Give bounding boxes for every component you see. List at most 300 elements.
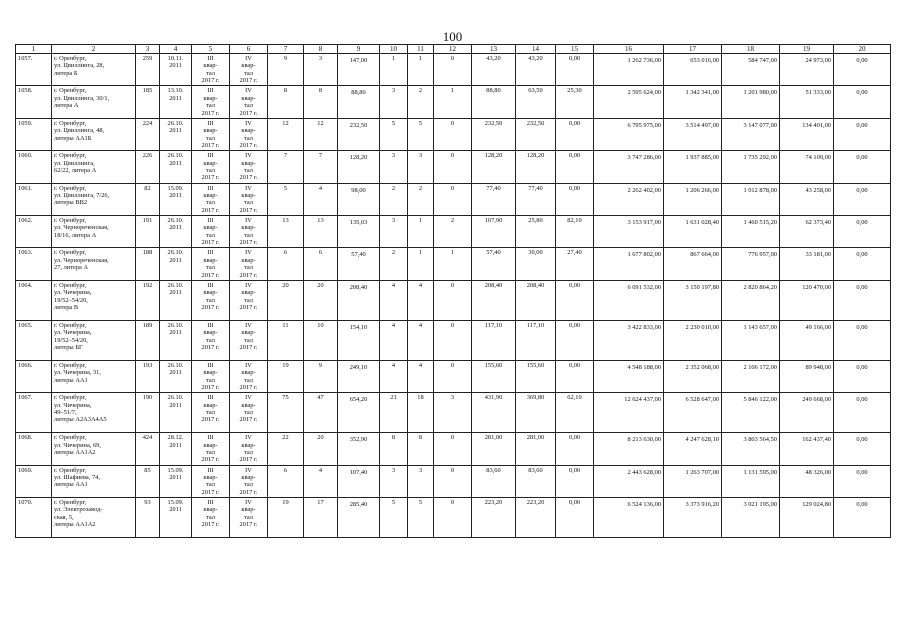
premises-private-cell: 5 [408, 118, 434, 150]
local-budget-cell: 249 668,00 [780, 393, 834, 433]
regional-budget-cell: 1 131 595,00 [722, 465, 780, 497]
row-number-cell: 1059. [16, 118, 52, 150]
table-row [16, 433, 891, 465]
area-municipal-cell: 0,00 [556, 465, 594, 497]
area-municipal-cell: 0,00 [556, 497, 594, 537]
area-municipal-cell: 27,40 [556, 248, 594, 280]
cost-total-cell: 2 262 402,00 [594, 183, 664, 215]
fund-reform-cell: 2 230 010,00 [664, 320, 722, 360]
area-private-cell: 369,80 [516, 393, 556, 433]
area-municipal-cell: 82,10 [556, 215, 594, 247]
date-cell: 26.10. 2011 [160, 248, 192, 280]
extra-funds-cell: 0,00 [834, 433, 891, 465]
table-row [16, 215, 891, 247]
row-number-cell: 1062. [16, 215, 52, 247]
area-total-cell: 232,50 [338, 118, 380, 150]
object-count-cell: 424 [136, 433, 160, 465]
premises-total-cell: 1 [380, 54, 408, 86]
start-period-cell: III квар- тал 2017 г. [192, 497, 230, 537]
row-number-cell: 1058. [16, 86, 52, 118]
regional-budget-cell: 1 012 878,00 [722, 183, 780, 215]
area-private-cell: 128,20 [516, 151, 556, 183]
start-period-cell: III квар- тал 2017 г. [192, 248, 230, 280]
premises-total-cell: 21 [380, 393, 408, 433]
residents-total-cell: 19 [268, 497, 304, 537]
object-count-cell: 82 [136, 183, 160, 215]
cost-total-cell: 3 153 917,00 [594, 215, 664, 247]
residents-relocated-cell: 4 [304, 465, 338, 497]
local-budget-cell: 74 109,00 [780, 151, 834, 183]
residents-relocated-cell: 47 [304, 393, 338, 433]
residents-relocated-cell: 8 [304, 86, 338, 118]
premises-total-cell: 5 [380, 118, 408, 150]
residents-relocated-cell: 3 [304, 54, 338, 86]
housing-program-table [15, 44, 891, 538]
premises-municipal-cell: 3 [434, 393, 472, 433]
regional-budget-cell: 1 143 657,00 [722, 320, 780, 360]
address-cell: г. Оренбург, ул. Чернореченская, 27, литера А [52, 248, 136, 280]
cost-total-cell: 12 624 437,00 [594, 393, 664, 433]
address-cell: г. Оренбург, ул. Чичерина, 49–51/7, литеры А2А3А4А5 [52, 393, 136, 433]
residents-relocated-cell: 12 [304, 118, 338, 150]
residents-total-cell: 5 [268, 183, 304, 215]
residents-total-cell: 6 [268, 465, 304, 497]
address-cell: г. Оренбург, ул. Шафиева, 74, литеры АА1 [52, 465, 136, 497]
area-relocated-cell: 431,90 [472, 393, 516, 433]
date-cell: 26.10. 2011 [160, 151, 192, 183]
cost-total-cell: 4 548 188,00 [594, 360, 664, 392]
premises-municipal-cell: 0 [434, 183, 472, 215]
local-budget-cell: 49 166,00 [780, 320, 834, 360]
premises-private-cell: 4 [408, 280, 434, 320]
regional-budget-cell: 1 735 292,00 [722, 151, 780, 183]
area-total-cell: 352,90 [338, 433, 380, 465]
premises-municipal-cell: 1 [434, 86, 472, 118]
address-cell: г. Оренбург, ул. Чичерина, 19/52–54/20, литеры БГ [52, 320, 136, 360]
extra-funds-cell: 0,00 [834, 54, 891, 86]
date-cell: 28.12. 2011 [160, 433, 192, 465]
start-period-cell: III квар- тал 2017 г. [192, 86, 230, 118]
fund-reform-cell: 4 247 628,10 [664, 433, 722, 465]
end-period-cell: IV квар- тал 2017 г. [230, 320, 268, 360]
premises-private-cell: 3 [408, 151, 434, 183]
premises-private-cell: 4 [408, 360, 434, 392]
start-period-cell: III квар- тал 2017 г. [192, 54, 230, 86]
date-cell: 26.10. 2011 [160, 280, 192, 320]
residents-total-cell: 75 [268, 393, 304, 433]
premises-private-cell: 2 [408, 183, 434, 215]
fund-reform-cell: 653 016,00 [664, 54, 722, 86]
residents-relocated-cell: 10 [304, 320, 338, 360]
object-count-cell: 188 [136, 248, 160, 280]
area-total-cell: 88,80 [338, 86, 380, 118]
date-cell: 26.10. 2011 [160, 215, 192, 247]
area-private-cell: 281,00 [516, 433, 556, 465]
residents-relocated-cell: 17 [304, 497, 338, 537]
column-number-13: 13 [472, 45, 516, 54]
end-period-cell: IV квар- тал 2017 г. [230, 215, 268, 247]
table-row [16, 497, 891, 537]
residents-total-cell: 7 [268, 151, 304, 183]
column-number-19: 19 [780, 45, 834, 54]
object-count-cell: 190 [136, 393, 160, 433]
table-row [16, 393, 891, 433]
regional-budget-cell: 2 106 172,00 [722, 360, 780, 392]
row-number-cell: 1061. [16, 183, 52, 215]
residents-relocated-cell: 6 [304, 248, 338, 280]
fund-reform-cell: 1 631 028,40 [664, 215, 722, 247]
area-private-cell: 30,00 [516, 248, 556, 280]
area-municipal-cell: 0,00 [556, 183, 594, 215]
cost-total-cell: 1 262 736,00 [594, 54, 664, 86]
regional-budget-cell: 1 201 980,00 [722, 86, 780, 118]
row-number-cell: 1070. [16, 497, 52, 537]
column-number-3: 3 [136, 45, 160, 54]
column-number-5: 5 [192, 45, 230, 54]
premises-municipal-cell: 0 [434, 360, 472, 392]
extra-funds-cell: 0,00 [834, 183, 891, 215]
table-row [16, 320, 891, 360]
fund-reform-cell: 3 373 916,20 [664, 497, 722, 537]
area-private-cell: 43,20 [516, 54, 556, 86]
extra-funds-cell: 0,00 [834, 320, 891, 360]
row-number-cell: 1057. [16, 54, 52, 86]
residents-total-cell: 11 [268, 320, 304, 360]
row-number-cell: 1063. [16, 248, 52, 280]
residents-relocated-cell: 13 [304, 215, 338, 247]
table-row [16, 248, 891, 280]
regional-budget-cell: 3 147 077,00 [722, 118, 780, 150]
area-municipal-cell: 0,00 [556, 118, 594, 150]
premises-total-cell: 8 [380, 433, 408, 465]
residents-relocated-cell: 4 [304, 183, 338, 215]
premises-private-cell: 18 [408, 393, 434, 433]
cost-total-cell: 2 595 624,00 [594, 86, 664, 118]
residents-relocated-cell: 20 [304, 433, 338, 465]
date-cell: 26.10. 2011 [160, 393, 192, 433]
address-cell: г. Оренбург, ул. Цвиллинга, 7/26, литеры ВВ2 [52, 183, 136, 215]
date-cell: 26.10. 2011 [160, 320, 192, 360]
area-relocated-cell: 107,90 [472, 215, 516, 247]
start-period-cell: III квар- тал 2017 г. [192, 360, 230, 392]
premises-municipal-cell: 2 [434, 215, 472, 247]
date-cell: 15.09. 2011 [160, 183, 192, 215]
date-cell: 15.09. 2011 [160, 465, 192, 497]
row-number-cell: 1064. [16, 280, 52, 320]
area-private-cell: 117,10 [516, 320, 556, 360]
table-row [16, 360, 891, 392]
column-number-16: 16 [594, 45, 664, 54]
premises-private-cell: 1 [408, 54, 434, 86]
local-budget-cell: 120 470,00 [780, 280, 834, 320]
object-count-cell: 85 [136, 465, 160, 497]
regional-budget-cell: 776 957,00 [722, 248, 780, 280]
column-number-1: 1 [16, 45, 52, 54]
table-row [16, 183, 891, 215]
address-cell: г. Оренбург, ул. Цвиллинга, 28, литера Б [52, 54, 136, 86]
table-body [16, 54, 891, 538]
area-private-cell: 77,40 [516, 183, 556, 215]
start-period-cell: III квар- тал 2017 г. [192, 118, 230, 150]
start-period-cell: III квар- тал 2017 г. [192, 393, 230, 433]
row-number-cell: 1067. [16, 393, 52, 433]
end-period-cell: IV квар- тал 2017 г. [230, 465, 268, 497]
area-municipal-cell: 0,00 [556, 360, 594, 392]
object-count-cell: 93 [136, 497, 160, 537]
extra-funds-cell: 0,00 [834, 360, 891, 392]
local-budget-cell: 162 437,40 [780, 433, 834, 465]
premises-private-cell: 4 [408, 320, 434, 360]
area-relocated-cell: 117,10 [472, 320, 516, 360]
premises-municipal-cell: 0 [434, 497, 472, 537]
cost-total-cell: 6 091 532,00 [594, 280, 664, 320]
end-period-cell: IV квар- тал 2017 г. [230, 280, 268, 320]
premises-municipal-cell: 0 [434, 465, 472, 497]
address-cell: г. Оренбург, ул. Цвиллинга, 62/22, литера А [52, 151, 136, 183]
object-count-cell: 189 [136, 320, 160, 360]
premises-total-cell: 4 [380, 360, 408, 392]
area-total-cell: 147,00 [338, 54, 380, 86]
area-municipal-cell: 25,30 [556, 86, 594, 118]
area-municipal-cell: 62,10 [556, 393, 594, 433]
area-total-cell: 154,10 [338, 320, 380, 360]
table-row [16, 151, 891, 183]
area-total-cell: 249,10 [338, 360, 380, 392]
address-cell: г. Оренбург, ул. Чичерина, 69, литеры АА1А2 [52, 433, 136, 465]
area-private-cell: 223,20 [516, 497, 556, 537]
area-relocated-cell: 77,40 [472, 183, 516, 215]
column-number-17: 17 [664, 45, 722, 54]
extra-funds-cell: 0,00 [834, 86, 891, 118]
premises-municipal-cell: 0 [434, 54, 472, 86]
residents-total-cell: 22 [268, 433, 304, 465]
extra-funds-cell: 0,00 [834, 497, 891, 537]
end-period-cell: IV квар- тал 2017 г. [230, 248, 268, 280]
extra-funds-cell: 0,00 [834, 280, 891, 320]
end-period-cell: IV квар- тал 2017 г. [230, 183, 268, 215]
column-number-2: 2 [52, 45, 136, 54]
area-total-cell: 57,40 [338, 248, 380, 280]
column-number-row [16, 45, 891, 54]
local-budget-cell: 33 181,00 [780, 248, 834, 280]
area-private-cell: 83,60 [516, 465, 556, 497]
object-count-cell: 191 [136, 215, 160, 247]
area-private-cell: 155,60 [516, 360, 556, 392]
local-budget-cell: 43 258,00 [780, 183, 834, 215]
residents-total-cell: 12 [268, 118, 304, 150]
date-cell: 15.09. 2011 [160, 497, 192, 537]
residents-relocated-cell: 7 [304, 151, 338, 183]
area-relocated-cell: 208,40 [472, 280, 516, 320]
row-number-cell: 1060. [16, 151, 52, 183]
cost-total-cell: 1 677 802,00 [594, 248, 664, 280]
area-municipal-cell: 0,00 [556, 54, 594, 86]
date-cell: 13.10. 2011 [160, 86, 192, 118]
cost-total-cell: 6 795 975,00 [594, 118, 664, 150]
residents-total-cell: 19 [268, 360, 304, 392]
regional-budget-cell: 584 747,00 [722, 54, 780, 86]
end-period-cell: IV квар- тал 2017 г. [230, 118, 268, 150]
premises-total-cell: 4 [380, 320, 408, 360]
row-number-cell: 1066. [16, 360, 52, 392]
date-cell: 26.10. 2011 [160, 118, 192, 150]
table-row [16, 465, 891, 497]
premises-total-cell: 3 [380, 215, 408, 247]
start-period-cell: III квар- тал 2017 г. [192, 433, 230, 465]
table-row [16, 118, 891, 150]
premises-total-cell: 3 [380, 151, 408, 183]
premises-total-cell: 3 [380, 86, 408, 118]
area-relocated-cell: 223,20 [472, 497, 516, 537]
object-count-cell: 193 [136, 360, 160, 392]
fund-reform-cell: 1 937 885,00 [664, 151, 722, 183]
residents-total-cell: 6 [268, 248, 304, 280]
area-private-cell: 232,50 [516, 118, 556, 150]
premises-total-cell: 4 [380, 280, 408, 320]
residents-relocated-cell: 20 [304, 280, 338, 320]
area-total-cell: 135,03 [338, 215, 380, 247]
premises-municipal-cell: 0 [434, 320, 472, 360]
end-period-cell: IV квар- тал 2017 г. [230, 86, 268, 118]
regional-budget-cell: 3 803 564,50 [722, 433, 780, 465]
premises-total-cell: 3 [380, 465, 408, 497]
area-private-cell: 63,50 [516, 86, 556, 118]
local-budget-cell: 24 973,00 [780, 54, 834, 86]
extra-funds-cell: 0,00 [834, 215, 891, 247]
cost-total-cell: 3 422 833,00 [594, 320, 664, 360]
premises-municipal-cell: 0 [434, 151, 472, 183]
premises-private-cell: 1 [408, 215, 434, 247]
area-municipal-cell: 0,00 [556, 433, 594, 465]
regional-budget-cell: 3 021 195,00 [722, 497, 780, 537]
table-row [16, 280, 891, 320]
extra-funds-cell: 0,00 [834, 465, 891, 497]
end-period-cell: IV квар- тал 2017 г. [230, 54, 268, 86]
area-municipal-cell: 0,00 [556, 320, 594, 360]
column-number-15: 15 [556, 45, 594, 54]
residents-total-cell: 13 [268, 215, 304, 247]
residents-total-cell: 8 [268, 86, 304, 118]
fund-reform-cell: 6 528 647,00 [664, 393, 722, 433]
column-number-8: 8 [304, 45, 338, 54]
end-period-cell: IV квар- тал 2017 г. [230, 360, 268, 392]
cost-total-cell: 3 747 286,00 [594, 151, 664, 183]
row-number-cell: 1065. [16, 320, 52, 360]
premises-municipal-cell: 0 [434, 433, 472, 465]
start-period-cell: III квар- тал 2017 г. [192, 465, 230, 497]
local-budget-cell: 51 333,00 [780, 86, 834, 118]
fund-reform-cell: 1 263 707,00 [664, 465, 722, 497]
premises-private-cell: 5 [408, 497, 434, 537]
premises-private-cell: 3 [408, 465, 434, 497]
object-count-cell: 192 [136, 280, 160, 320]
end-period-cell: IV квар- тал 2017 г. [230, 497, 268, 537]
address-cell: г. Оренбург, ул. Чичерина, 31, литеры АА1 [52, 360, 136, 392]
premises-municipal-cell: 1 [434, 248, 472, 280]
end-period-cell: IV квар- тал 2017 г. [230, 151, 268, 183]
table-row [16, 54, 891, 86]
area-relocated-cell: 232,50 [472, 118, 516, 150]
address-cell: г. Оренбург, ул. Цвиллинга, 30/1, литера А [52, 86, 136, 118]
column-number-20: 20 [834, 45, 891, 54]
object-count-cell: 226 [136, 151, 160, 183]
column-number-18: 18 [722, 45, 780, 54]
fund-reform-cell: 3 514 497,00 [664, 118, 722, 150]
address-cell: г. Оренбург, ул. Электрозавод- ская, 5, литеры АА1А2 [52, 497, 136, 537]
column-number-7: 7 [268, 45, 304, 54]
area-relocated-cell: 155,60 [472, 360, 516, 392]
local-budget-cell: 89 948,00 [780, 360, 834, 392]
premises-total-cell: 2 [380, 248, 408, 280]
extra-funds-cell: 0,00 [834, 393, 891, 433]
premises-private-cell: 1 [408, 248, 434, 280]
start-period-cell: III квар- тал 2017 г. [192, 215, 230, 247]
column-number-14: 14 [516, 45, 556, 54]
row-number-cell: 1069. [16, 465, 52, 497]
row-number-cell: 1068. [16, 433, 52, 465]
column-number-4: 4 [160, 45, 192, 54]
local-budget-cell: 62 373,40 [780, 215, 834, 247]
object-count-cell: 259 [136, 54, 160, 86]
cost-total-cell: 2 443 628,00 [594, 465, 664, 497]
premises-municipal-cell: 0 [434, 280, 472, 320]
regional-budget-cell: 1 460 515,20 [722, 215, 780, 247]
area-private-cell: 208,40 [516, 280, 556, 320]
area-total-cell: 98,00 [338, 183, 380, 215]
extra-funds-cell: 0,00 [834, 248, 891, 280]
regional-budget-cell: 2 820 864,20 [722, 280, 780, 320]
area-relocated-cell: 83,60 [472, 465, 516, 497]
fund-reform-cell: 867 664,00 [664, 248, 722, 280]
address-cell: г. Оренбург, ул. Чичерина, 19/52–54/20, литера В [52, 280, 136, 320]
regional-budget-cell: 5 846 122,00 [722, 393, 780, 433]
object-count-cell: 185 [136, 86, 160, 118]
premises-private-cell: 2 [408, 86, 434, 118]
area-total-cell: 128,20 [338, 151, 380, 183]
premises-total-cell: 2 [380, 183, 408, 215]
date-cell: 10.11. 2011 [160, 54, 192, 86]
area-total-cell: 208,40 [338, 280, 380, 320]
area-relocated-cell: 281,00 [472, 433, 516, 465]
start-period-cell: III квар- тал 2017 г. [192, 320, 230, 360]
local-budget-cell: 48 326,00 [780, 465, 834, 497]
address-cell: г. Оренбург, ул. Чернореченская, 18/16, литера А [52, 215, 136, 247]
end-period-cell: IV квар- тал 2017 г. [230, 433, 268, 465]
area-relocated-cell: 88,80 [472, 86, 516, 118]
column-number-10: 10 [380, 45, 408, 54]
extra-funds-cell: 0,00 [834, 118, 891, 150]
end-period-cell: IV квар- тал 2017 г. [230, 393, 268, 433]
area-total-cell: 107,40 [338, 465, 380, 497]
table-row [16, 86, 891, 118]
start-period-cell: III квар- тал 2017 г. [192, 280, 230, 320]
fund-reform-cell: 1 342 341,00 [664, 86, 722, 118]
area-relocated-cell: 128,20 [472, 151, 516, 183]
residents-relocated-cell: 9 [304, 360, 338, 392]
object-count-cell: 224 [136, 118, 160, 150]
area-total-cell: 285,40 [338, 497, 380, 537]
area-relocated-cell: 43,20 [472, 54, 516, 86]
cost-total-cell: 6 524 136,00 [594, 497, 664, 537]
local-budget-cell: 129 024,80 [780, 497, 834, 537]
premises-municipal-cell: 0 [434, 118, 472, 150]
area-private-cell: 25,80 [516, 215, 556, 247]
column-number-6: 6 [230, 45, 268, 54]
page-number: 100 [442, 29, 463, 44]
date-cell: 26.10. 2011 [160, 360, 192, 392]
area-municipal-cell: 0,00 [556, 151, 594, 183]
fund-reform-cell: 2 352 068,00 [664, 360, 722, 392]
